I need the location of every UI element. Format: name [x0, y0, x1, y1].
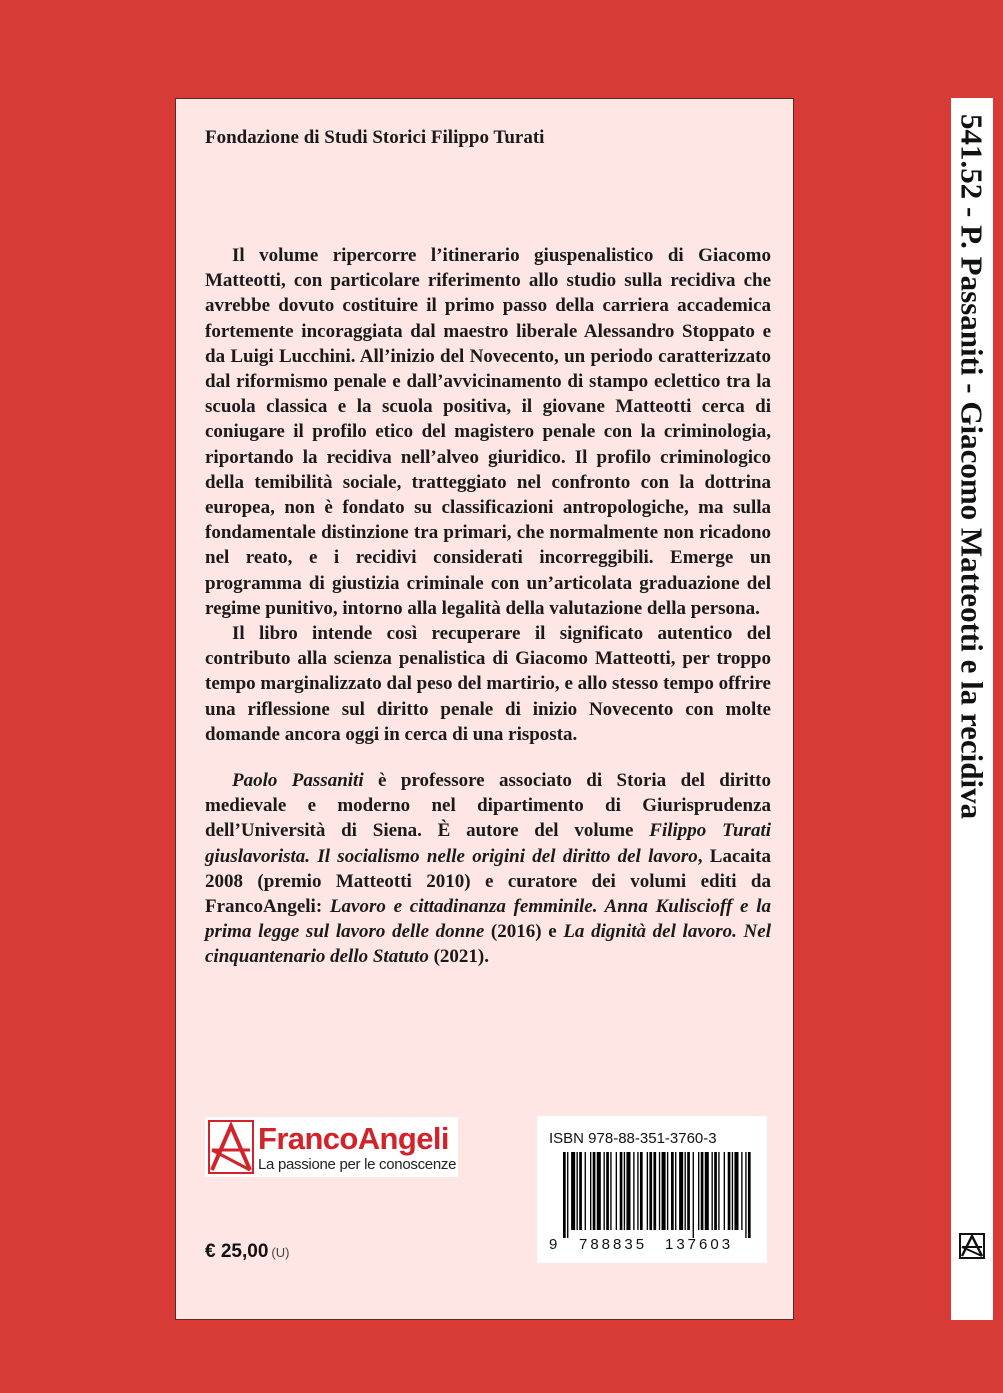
barcode-bar [741, 1152, 742, 1230]
bio-book-2: Lavoro e cittadinanza femminile. Anna Kuliscioff e la prima legge sul lavoro delle donne [205, 896, 772, 943]
barcode-bar [659, 1152, 660, 1230]
spine-publisher-icon [959, 1233, 985, 1259]
barcode-bar [671, 1152, 674, 1230]
barcode-bar [577, 1152, 578, 1230]
barcode-bar [593, 1152, 596, 1230]
barcode-bar [705, 1152, 709, 1230]
barcode-bar [620, 1152, 623, 1230]
book-spine [951, 98, 993, 1320]
barcode-bar [712, 1152, 713, 1230]
barcode-bar [637, 1152, 638, 1230]
publisher-logo [205, 1117, 458, 1177]
barcode-bar [649, 1152, 652, 1230]
barcode-bar [624, 1152, 625, 1230]
barcode-bar [718, 1152, 719, 1230]
author-name: Paolo Passaniti [232, 770, 364, 792]
publisher-tagline: La passione per le conoscenze [258, 1155, 457, 1173]
foundation-name: Fondazione di Studi Storici Filippo Turati [205, 127, 545, 148]
price-amount: € 25,00 [205, 1241, 269, 1262]
description-paragraph-2: Il libro intende così recuperare il significato autentico del contributo alla scienza penalistica di Giacomo Matteotti, per troppo tempo marginalizzato dal peso del martirio, e allo stesso tempo offrire una riflessione sul diritto penale di inizio Novecento con molte domande ancora oggi in cerca di una risposta. [205, 623, 771, 745]
bio-text-2: , Lacaita 2008 (premio Matteotti 2010) e curatore dei volumi editi da FrancoAngeli: [205, 845, 771, 918]
barcode-bar [626, 1152, 630, 1230]
publisher-name: FrancoAngeli [258, 1120, 449, 1156]
barcode-bar [745, 1152, 746, 1238]
back-cover-panel [175, 98, 794, 1320]
barcode-bar [662, 1152, 666, 1230]
barcode-bar [640, 1152, 643, 1230]
barcode-bar [698, 1152, 699, 1230]
barcode-digits-left: 788835 [579, 1236, 648, 1253]
barcode-bar [633, 1152, 634, 1230]
barcode-bar [714, 1152, 717, 1230]
price-note: (U) [271, 1245, 290, 1260]
bio-book-3: La dignità del lavoro. Nel cinquantenario dello Statuto [205, 921, 771, 968]
cover-description [205, 243, 771, 970]
barcode-bar [734, 1152, 738, 1230]
isbn-label: ISBN 978-88-351-3760-3 [549, 1130, 717, 1147]
spine-title: 541.52 - P. Passaniti - Giacomo Matteotti e la recidiva [954, 114, 990, 820]
price [205, 1241, 289, 1263]
barcode-bar [748, 1152, 751, 1238]
barcode-bar [616, 1152, 617, 1230]
barcode-bar [571, 1152, 575, 1230]
barcode-bar [653, 1152, 656, 1230]
barcode-bar [693, 1152, 694, 1238]
barcode-bar [728, 1152, 731, 1230]
barcode-bar [724, 1152, 725, 1230]
barcode-bar [579, 1152, 582, 1230]
bio-text-4: (2021). [428, 946, 489, 968]
barcode-bar [647, 1152, 648, 1230]
barcode-digit-first: 9 [549, 1236, 558, 1253]
bio-text-1: è professore associato di Storia del diritto medievale e moderno nel dipartimento di Giurisprudenza dell’Università di Siena. È autore del volume [205, 770, 771, 842]
barcode-bar [604, 1152, 605, 1230]
barcode-bars [549, 1152, 754, 1238]
barcode-bar [590, 1152, 591, 1230]
isbn-barcode [537, 1116, 767, 1263]
barcode-bar [701, 1152, 704, 1230]
barcode-bar [685, 1152, 686, 1230]
author-bio [205, 768, 771, 970]
barcode-bar [597, 1152, 601, 1230]
barcode-bar [732, 1152, 733, 1230]
barcode-bar [687, 1152, 690, 1230]
description-paragraph-1: Il volume ripercorre l’itinerario giuspenalistico di Giacomo Matteotti, con particolare riferimento allo studio sulla recidiva che avrebbe dovuto costituire il primo passo della carriera accademica fortemente incoraggiata dal maestro liberale Alessandro Stoppato e da Luigi Lucchini. All’inizio del Novecento, un periodo caratterizzato dal riformismo penale e dall’avvicinamento di stampo eclettico tra la scuola classica e la scuola positiva, il giovane Matteotti cerca di coniugare il profilo etico del magistero penale con la criminologia, riportando la recidiva nell’alveo giuridico. Il profilo criminologico della temibilità sociale, tratteggiato nel confronto con la dottrina europea, non è fondato su classificazioni antropologiche, ma sulla fondamentale distinzione tra primari, che normalmente non ricadono nel reato, e i recidivi considerati incorreggibili. Emerge un programma di giustizia criminale con un’articolata graduazione del regime punitivo, intorno alla legalità della valutazione della persona. [205, 245, 771, 619]
barcode-bar [610, 1152, 611, 1230]
barcode-bar [675, 1152, 676, 1230]
barcode-bar [679, 1152, 683, 1230]
francoangeli-logo-icon [208, 1120, 254, 1174]
bio-text-3: (2016) e [484, 921, 564, 943]
barcode-bar [563, 1152, 566, 1238]
barcode-digits-right: 137603 [665, 1236, 734, 1253]
barcode-bar [567, 1152, 568, 1238]
barcode-bar [606, 1152, 609, 1230]
barcode-bar [667, 1152, 668, 1230]
bio-book-1: Filippo Turati giuslavorista. Il socialismo nelle origini del diritto del lavoro [205, 820, 772, 867]
barcode-bar [585, 1152, 586, 1230]
